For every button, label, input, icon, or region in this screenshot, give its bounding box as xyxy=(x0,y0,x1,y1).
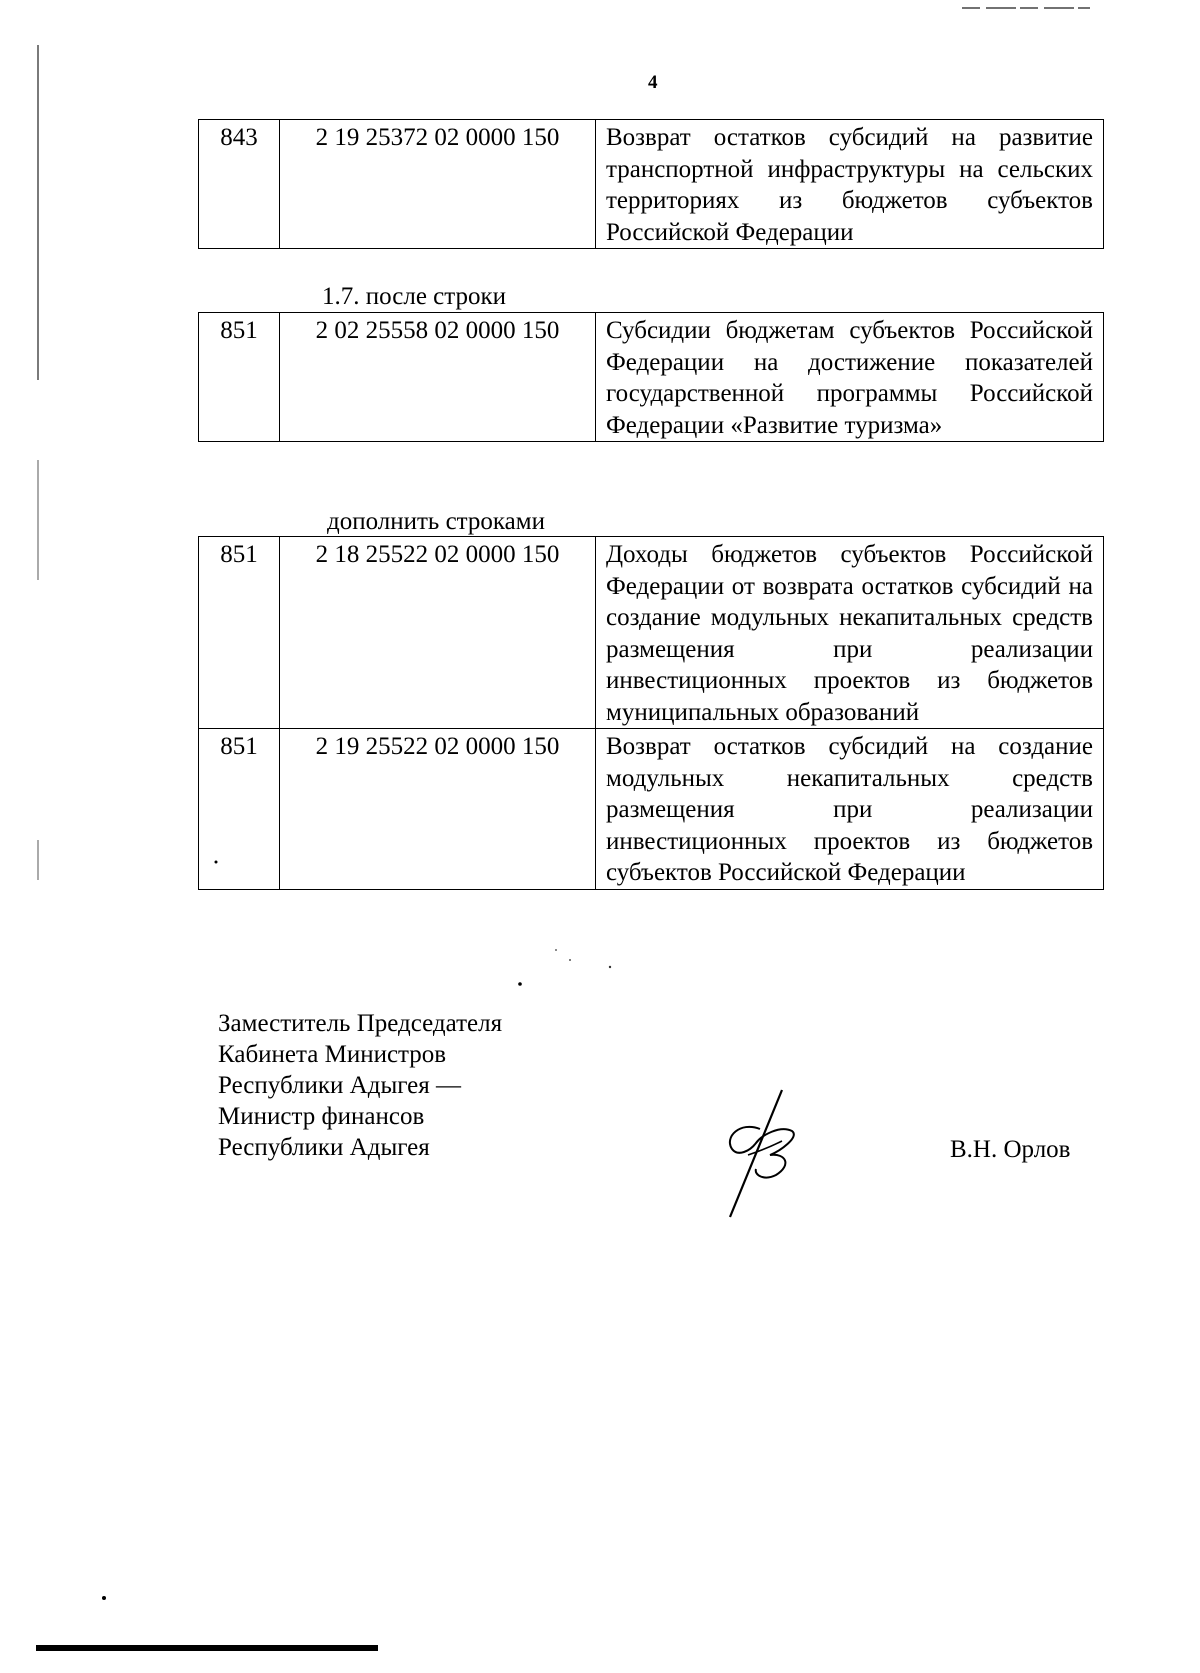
code-table-3 xyxy=(198,536,1104,890)
income-code-cell: 2 18 25522 02 0000 150 xyxy=(280,537,596,729)
table-row xyxy=(199,537,1104,729)
income-code-cell: 2 02 25558 02 0000 150 xyxy=(280,313,596,442)
signer-line: Заместитель Председателя xyxy=(218,1010,503,1037)
table-row xyxy=(199,729,1104,890)
signer-line: Кабинета Министров xyxy=(218,1041,447,1068)
admin-code-cell: 851 xyxy=(199,537,280,729)
signer-line: Республики Адыгея xyxy=(218,1134,430,1161)
signer-line: Республики Адыгея — xyxy=(218,1072,462,1099)
caption-add-rows: дополнить строками xyxy=(327,508,545,535)
signer-title xyxy=(218,1008,502,1163)
page-number: 4 xyxy=(648,72,658,93)
admin-code-cell: 851 xyxy=(199,313,280,442)
income-name-cell: Субсидии бюджетам субъектов Российской Федерации на достижение показателей государственной программы Российской Федерации «Развитие туризма» xyxy=(596,313,1104,442)
code-table-2 xyxy=(198,312,1104,442)
income-code-cell: 2 19 25522 02 0000 150 xyxy=(280,729,596,890)
income-name-cell: Возврат остатков субсидий на создание модульных некапитальных средств размещения при реализации инвестиционных проектов из бюджетов субъектов Российской Федерации xyxy=(596,729,1104,890)
caption-after-row: 1.7. после строки xyxy=(322,283,507,310)
admin-code-cell: 843 xyxy=(199,120,280,249)
admin-code-cell: 851 xyxy=(199,729,280,890)
signer-line: Министр финансов xyxy=(218,1103,425,1130)
code-table-1 xyxy=(198,119,1104,249)
signer-name: В.Н. Орлов xyxy=(950,1136,1071,1163)
handwritten-signature xyxy=(720,1085,810,1225)
table-row xyxy=(199,120,1104,249)
income-code-cell: 2 19 25372 02 0000 150 xyxy=(280,120,596,249)
table-row xyxy=(199,313,1104,442)
income-name-cell: Возврат остатков субсидий на развитие транспортной инфраструктуры на сельских территориях из бюджетов субъектов Российской Федерации xyxy=(596,120,1104,249)
income-name-cell: Доходы бюджетов субъектов Российской Федерации от возврата остатков субсидий на создание модульных некапитальных средств размещения при реализации инвестиционных проектов из бюджетов муниципальных образований xyxy=(596,537,1104,729)
